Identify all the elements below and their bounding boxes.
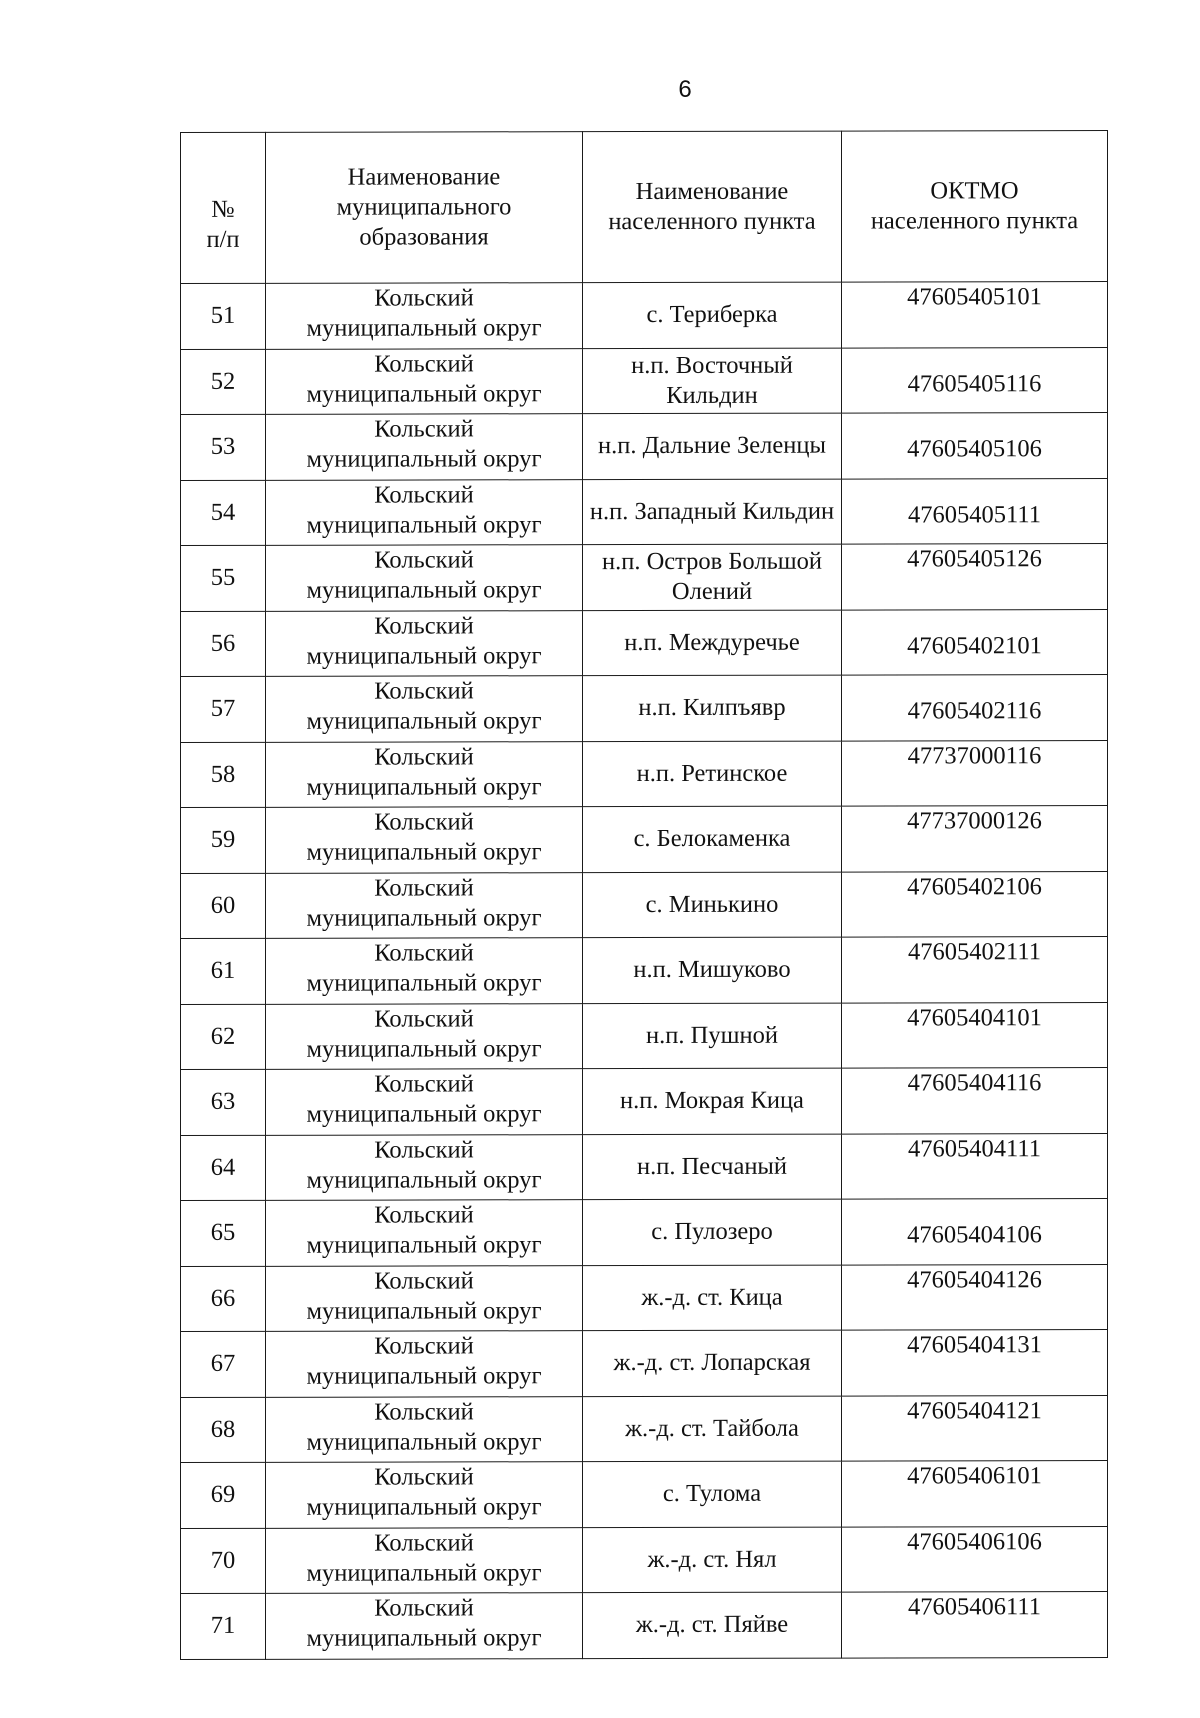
municipality-line1: Кольский <box>374 742 474 771</box>
row-number: 67 <box>181 1331 266 1397</box>
row-settlement: н.п. Килпъявр <box>583 675 842 741</box>
row-oktmo: 47605405106 <box>842 413 1108 479</box>
row-number: 57 <box>181 676 266 742</box>
table-row <box>181 1199 1108 1266</box>
municipality-line2: муниципальный округ <box>306 1296 542 1325</box>
row-settlement: н.п. Дальние Зеленцы <box>583 413 842 479</box>
row-settlement: с. Минькино <box>583 872 842 938</box>
row-oktmo: 47605404111 <box>842 1133 1108 1199</box>
row-number: 56 <box>181 611 266 677</box>
row-municipality <box>266 1462 583 1528</box>
municipality-line1: Кольский <box>374 1266 474 1295</box>
municipality-line1: Кольский <box>374 677 474 705</box>
row-municipality <box>266 1200 583 1266</box>
municipality-line1: Кольский <box>374 1004 474 1033</box>
municipality-line1: Кольский <box>374 349 474 378</box>
row-settlement: ж.-д. ст. Лопарская <box>583 1330 842 1396</box>
table-row <box>181 871 1108 938</box>
table-row <box>181 806 1108 873</box>
table-row <box>181 1068 1108 1135</box>
row-settlement: н.п. Восточный Кильдин <box>583 348 842 414</box>
table-row <box>181 347 1108 414</box>
municipality-line2: муниципальный округ <box>306 379 542 408</box>
row-municipality <box>266 676 583 742</box>
row-oktmo: 47605404121 <box>842 1395 1108 1461</box>
municipality-line1: Кольский <box>374 480 474 509</box>
row-number: 53 <box>181 414 266 480</box>
table-row <box>181 544 1108 611</box>
header-settlement-line1: Наименование <box>635 177 789 206</box>
municipality-line2: муниципальный округ <box>306 1165 542 1194</box>
row-oktmo: 47605402116 <box>842 675 1108 741</box>
row-oktmo: 47605404126 <box>842 1264 1108 1330</box>
row-municipality <box>266 348 583 414</box>
row-municipality <box>266 807 583 873</box>
row-number: 55 <box>181 545 266 611</box>
row-number: 69 <box>181 1462 266 1528</box>
municipality-line2: муниципальный округ <box>306 969 542 997</box>
row-oktmo: 47605404101 <box>842 1002 1108 1068</box>
table-row <box>181 1002 1108 1069</box>
row-oktmo: 47737000126 <box>842 806 1108 872</box>
row-settlement: н.п. Ретинское <box>583 741 842 807</box>
municipality-line2: муниципальный округ <box>306 903 542 932</box>
row-oktmo: 47605404131 <box>842 1330 1108 1396</box>
municipality-line2: муниципальный округ <box>306 576 542 604</box>
municipality-line2: муниципальный округ <box>306 1558 542 1587</box>
row-number: 65 <box>181 1200 266 1266</box>
row-oktmo: 47605405116 <box>842 347 1108 413</box>
municipality-line2: муниципальный округ <box>306 1231 542 1259</box>
table-row <box>181 478 1108 545</box>
header-oktmo-line2: населенного пункта <box>870 207 1079 235</box>
header-row <box>181 131 1108 284</box>
row-number: 64 <box>181 1135 266 1201</box>
municipality-line2: муниципальный округ <box>306 772 542 801</box>
municipality-line1: Кольский <box>374 873 474 902</box>
row-municipality <box>266 1003 583 1069</box>
municipality-line1: Кольский <box>374 1135 474 1164</box>
row-oktmo: 47605405101 <box>842 282 1108 348</box>
municipality-line1: Кольский <box>374 1070 474 1098</box>
row-municipality <box>266 741 583 807</box>
municipality-line1: Кольский <box>374 1201 474 1229</box>
row-settlement: ж.-д. ст. Кица <box>583 1265 842 1331</box>
municipality-line2: муниципальный округ <box>306 838 542 866</box>
row-oktmo: 47605404106 <box>842 1199 1108 1265</box>
header-number-sign: № <box>211 195 235 223</box>
row-settlement: с. Тулома <box>583 1461 842 1527</box>
municipality-line1: Кольский <box>374 284 474 312</box>
municipality-line2: муниципальный округ <box>306 1624 542 1652</box>
row-municipality <box>266 872 583 938</box>
table-row <box>181 1592 1108 1659</box>
oktmo-table <box>180 130 1108 1659</box>
municipality-line2: муниципальный округ <box>306 1034 542 1063</box>
municipality-line1: Кольский <box>374 1594 474 1622</box>
table-row <box>181 1526 1108 1593</box>
header-settlement <box>583 131 842 283</box>
row-number: 51 <box>181 283 266 349</box>
municipality-line2: муниципальный округ <box>306 510 542 539</box>
row-number: 60 <box>181 873 266 939</box>
municipality-line1: Кольский <box>374 939 474 967</box>
row-number: 62 <box>181 1004 266 1070</box>
table-row <box>181 1330 1108 1397</box>
header-oktmo <box>842 131 1108 283</box>
municipality-line2: муниципальный округ <box>306 1100 542 1128</box>
table-body <box>181 282 1108 1659</box>
row-number: 70 <box>181 1528 266 1594</box>
row-oktmo: 47605405126 <box>842 544 1108 610</box>
header-number-pp: п/п <box>206 225 240 253</box>
row-municipality <box>266 1396 583 1462</box>
table-row <box>181 1133 1108 1200</box>
table-row <box>181 282 1108 349</box>
row-settlement: н.п. Пушной <box>583 1003 842 1069</box>
row-settlement: ж.-д. ст. Нял <box>583 1527 842 1593</box>
row-oktmo: 47605406101 <box>842 1461 1108 1527</box>
municipality-line1: Кольский <box>374 1463 474 1491</box>
header-municipality-line3: образования <box>359 223 489 251</box>
row-municipality <box>266 1593 583 1659</box>
row-number: 58 <box>181 742 266 808</box>
table-row <box>181 740 1108 807</box>
row-number: 66 <box>181 1266 266 1332</box>
row-municipality <box>266 1134 583 1200</box>
header-settlement-line2: населенного пункта <box>608 207 816 236</box>
row-settlement: н.п. Междуречье <box>583 610 842 676</box>
row-settlement: с. Териберка <box>583 282 842 348</box>
header-oktmo-line1: ОКТМО <box>930 177 1019 205</box>
municipality-line2: муниципальный округ <box>306 445 542 473</box>
table-row <box>181 609 1108 676</box>
row-municipality <box>266 1069 583 1135</box>
row-number: 54 <box>181 480 266 546</box>
row-municipality <box>266 610 583 676</box>
table-row <box>181 1461 1108 1528</box>
header-municipality-line2: муниципального <box>336 193 512 221</box>
municipality-line2: муниципальный округ <box>306 1427 542 1456</box>
municipality-line1: Кольский <box>374 808 474 836</box>
table-row <box>181 675 1108 742</box>
table-row <box>181 937 1108 1004</box>
table-row <box>181 1264 1108 1331</box>
municipality-line2: муниципальный округ <box>306 314 542 342</box>
row-oktmo: 47605402106 <box>842 871 1108 937</box>
header-municipality <box>266 132 583 284</box>
header-number <box>181 132 266 283</box>
municipality-line1: Кольский <box>374 1332 474 1360</box>
row-number: 59 <box>181 807 266 873</box>
municipality-line2: муниципальный округ <box>306 641 542 670</box>
row-number: 68 <box>181 1397 266 1463</box>
row-municipality <box>266 545 583 611</box>
row-oktmo: 47605406111 <box>842 1592 1108 1658</box>
row-settlement: с. Пулозеро <box>583 1199 842 1265</box>
municipality-line2: муниципальный округ <box>306 1493 542 1521</box>
row-settlement: н.п. Западный Кильдин <box>583 479 842 545</box>
municipality-line1: Кольский <box>374 1528 474 1557</box>
row-municipality <box>266 1527 583 1593</box>
municipality-line1: Кольский <box>374 1397 474 1426</box>
row-oktmo: 47605404116 <box>842 1068 1108 1134</box>
page-number: 6 <box>678 76 692 103</box>
row-settlement: н.п. Мишуково <box>583 937 842 1003</box>
row-municipality <box>266 1331 583 1397</box>
row-settlement: с. Белокаменка <box>583 806 842 872</box>
table-row <box>181 1395 1108 1462</box>
row-settlement: н.п. Мокрая Кица <box>583 1068 842 1134</box>
table-row <box>181 413 1108 480</box>
row-settlement: н.п. Остров Большой Олений <box>583 544 842 610</box>
row-settlement: ж.-д. ст. Тайбола <box>583 1396 842 1462</box>
row-oktmo: 47737000116 <box>842 740 1108 806</box>
municipality-line1: Кольский <box>374 546 474 574</box>
table-header <box>181 131 1108 284</box>
header-municipality-line1: Наименование <box>347 163 501 191</box>
municipality-line2: муниципальный округ <box>306 1362 542 1390</box>
row-oktmo: 47605402101 <box>842 609 1108 675</box>
row-oktmo: 47605406106 <box>842 1526 1108 1592</box>
row-municipality <box>266 938 583 1004</box>
municipality-line1: Кольский <box>374 611 474 640</box>
municipality-line1: Кольский <box>374 415 474 443</box>
row-settlement: ж.-д. ст. Пяйве <box>583 1592 842 1658</box>
row-number: 71 <box>181 1593 266 1659</box>
municipality-line2: муниципальный округ <box>306 707 542 735</box>
row-municipality <box>266 414 583 480</box>
row-municipality <box>266 283 583 349</box>
row-municipality <box>266 479 583 545</box>
row-number: 61 <box>181 938 266 1004</box>
row-number: 52 <box>181 349 266 415</box>
row-oktmo: 47605402111 <box>842 937 1108 1003</box>
row-oktmo: 47605405111 <box>842 478 1108 544</box>
row-settlement: н.п. Песчаный <box>583 1134 842 1200</box>
row-number: 63 <box>181 1069 266 1135</box>
row-municipality <box>266 1265 583 1331</box>
